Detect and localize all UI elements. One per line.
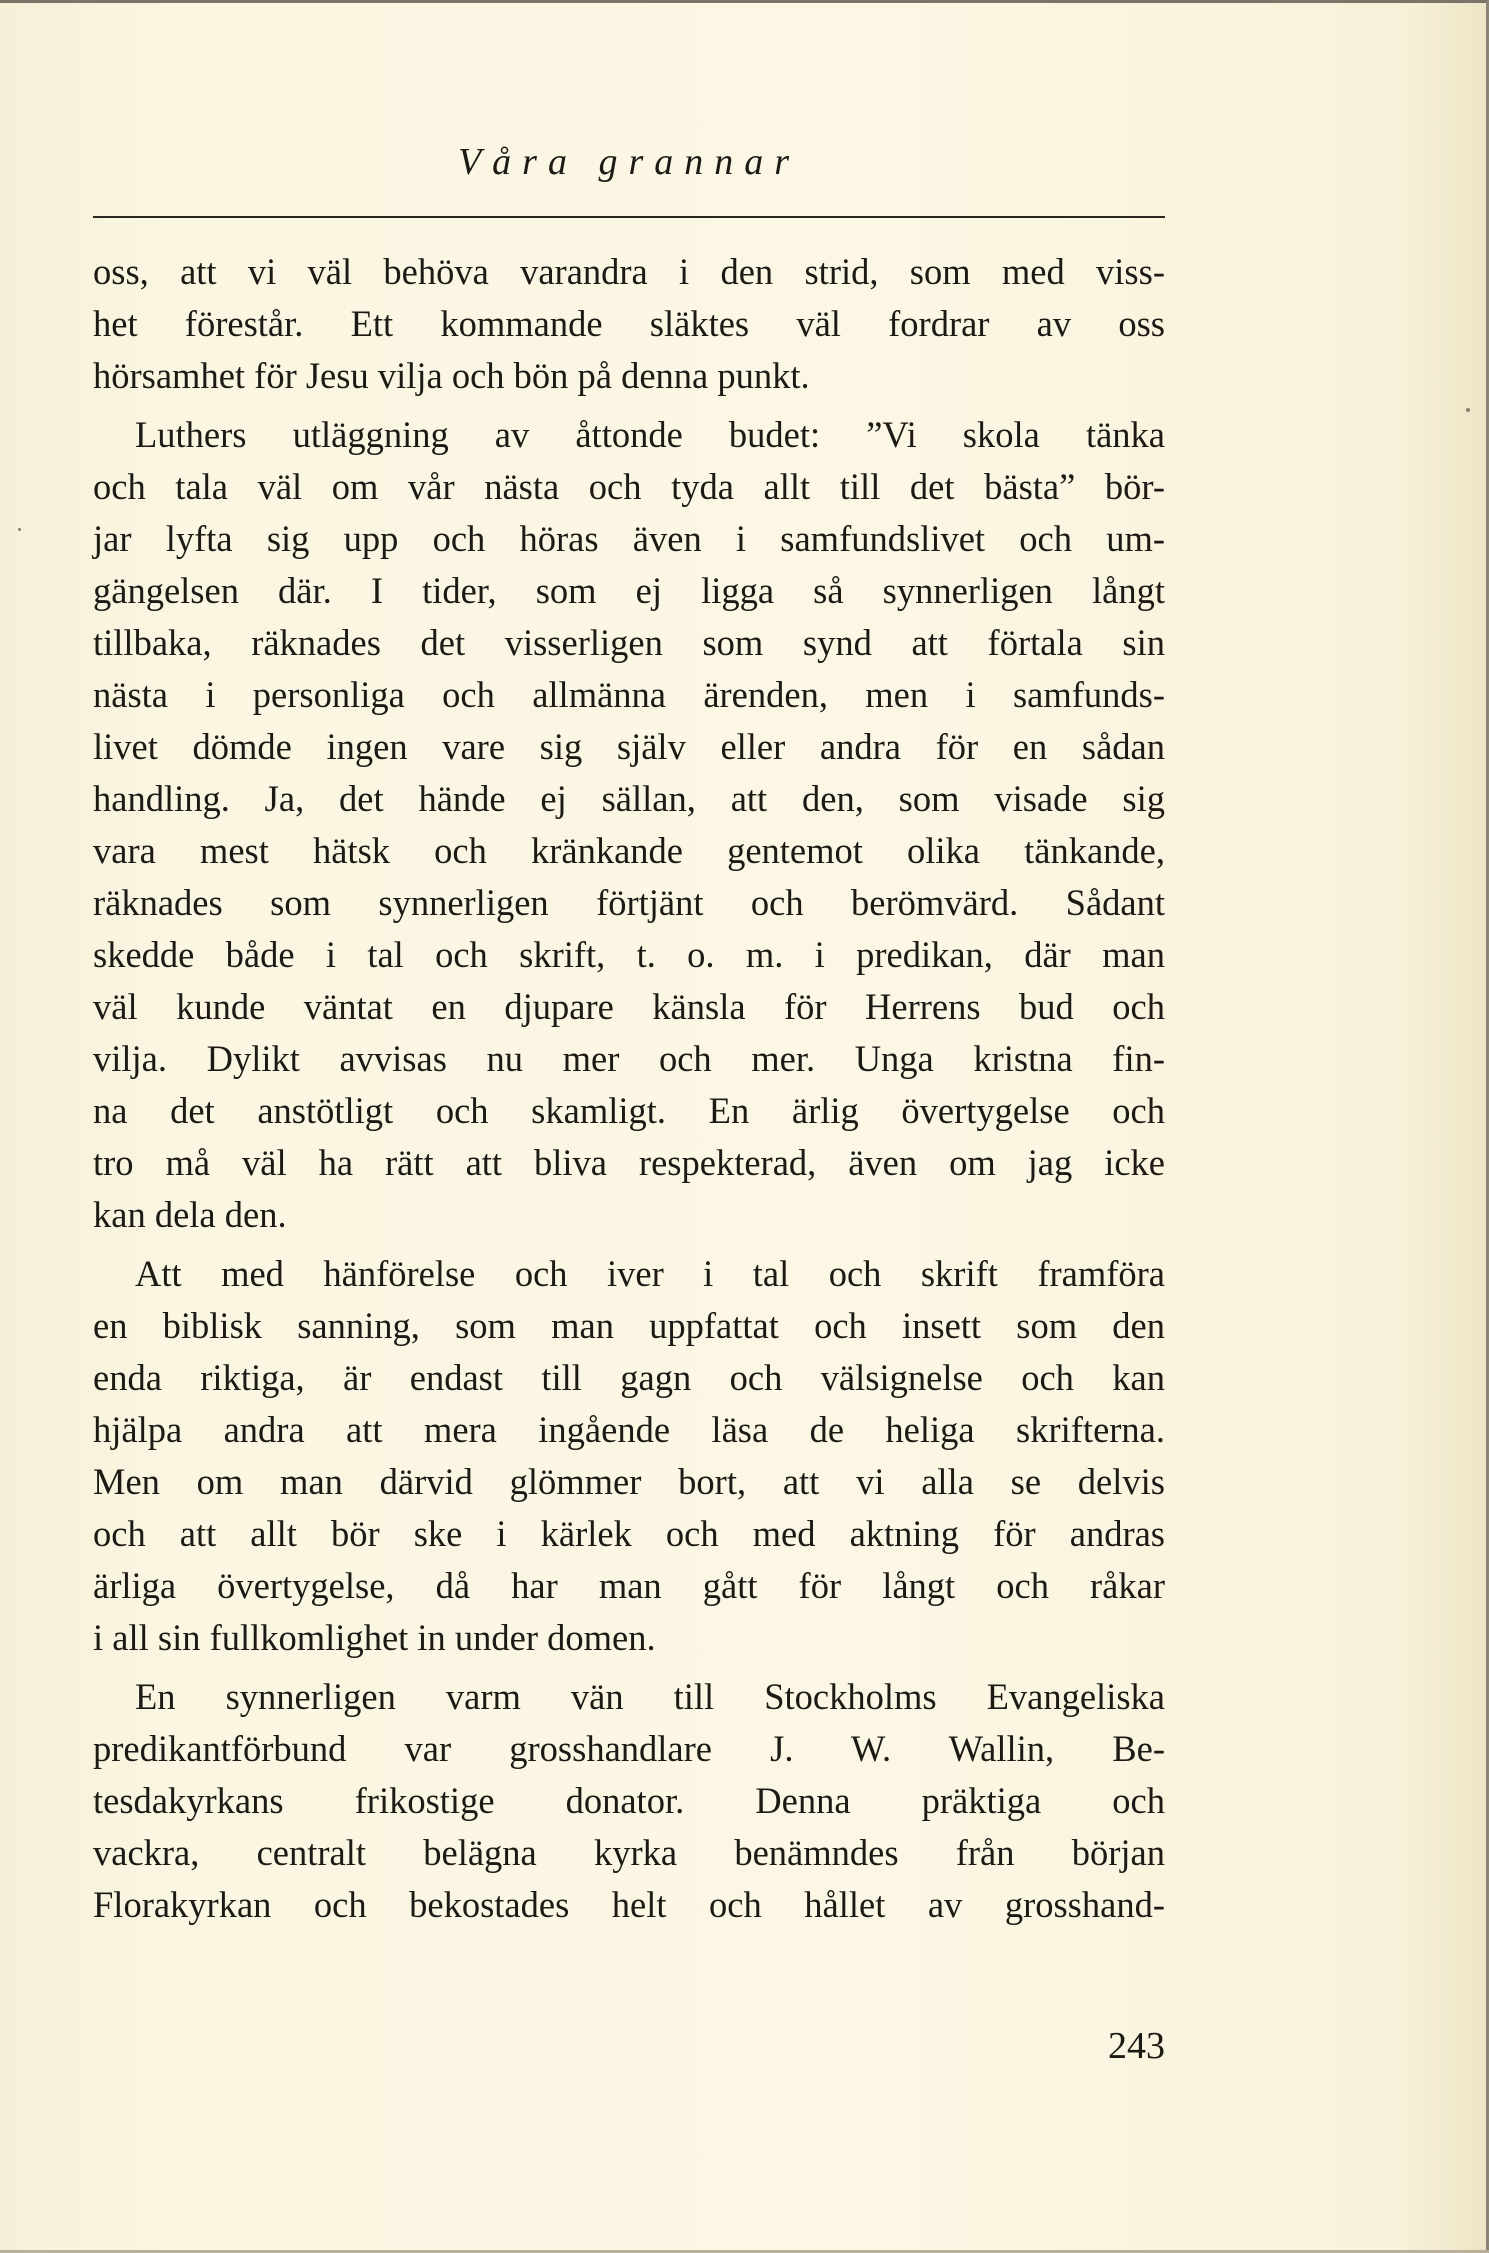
- page-number: 243: [1108, 2025, 1165, 2067]
- text-line: Men om man därvid glömmer bort, att vi alla se delvis: [93, 1461, 1165, 1502]
- text-line: och tala väl om vår nästa och tyda allt till det bästa” bör-: [93, 466, 1165, 507]
- paragraph-2: [93, 409, 1165, 1241]
- text-line: väl kunde väntat en djupare känsla för Herrens bud och: [93, 986, 1165, 1027]
- text-line: na det anstötligt och skamligt. En ärlig övertygelse och: [93, 1090, 1165, 1131]
- text-line: i all sin fullkomlighet in under domen.: [93, 1617, 656, 1658]
- page-top-edge: [0, 0, 1489, 3]
- text-line: Florakyrkan och bekostades helt och hållet av grosshand-: [93, 1884, 1165, 1925]
- text-line: tro må väl ha rätt att bliva respekterad, även om jag icke: [93, 1142, 1165, 1183]
- text-line: enda riktiga, är endast till gagn och välsignelse och kan: [93, 1357, 1165, 1398]
- header-rule: [93, 216, 1165, 218]
- text-line: nästa i personliga och allmänna ärenden, men i samfunds-: [93, 674, 1165, 715]
- paper-speck: [1466, 408, 1470, 412]
- text-line: och att allt bör ske i kärlek och med aktning för andras: [93, 1513, 1165, 1554]
- text-line: kan dela den.: [93, 1194, 287, 1235]
- text-line: gängelsen där. I tider, som ej ligga så synnerligen långt: [93, 570, 1165, 611]
- text-line: predikantförbund var grosshandlare J. W. Wallin, Be-: [93, 1728, 1165, 1769]
- body-text: [93, 246, 1165, 1938]
- text-line: vilja. Dylikt avvisas nu mer och mer. Unga kristna fin-: [93, 1038, 1165, 1079]
- text-line: vara mest hätsk och kränkande gentemot olika tänkande,: [93, 830, 1165, 871]
- text-line: hjälpa andra att mera ingående läsa de heliga skrifterna.: [93, 1409, 1165, 1450]
- text-line: Luthers utläggning av åttonde budet: ”Vi skola tänka: [135, 414, 1165, 455]
- text-line: jar lyfta sig upp och höras även i samfundslivet och um-: [93, 518, 1165, 559]
- text-line: livet dömde ingen vare sig själv eller andra för en sådan: [93, 726, 1165, 767]
- text-line: oss, att vi väl behöva varandra i den strid, som med viss-: [93, 251, 1165, 292]
- paper-speck: [18, 528, 21, 531]
- text-line: ärliga övertygelse, då har man gått för långt och råkar: [93, 1565, 1165, 1606]
- text-line: En synnerligen varm vän till Stockholms Evangeliska: [135, 1676, 1165, 1717]
- paragraph-1: [93, 246, 1165, 402]
- text-line: vackra, centralt belägna kyrka benämndes från början: [93, 1832, 1165, 1873]
- running-head: Våra grannar: [457, 141, 801, 183]
- paragraph-4: [93, 1671, 1165, 1931]
- text-line: hörsamhet för Jesu vilja och bön på denna punkt.: [93, 355, 810, 396]
- text-line: en biblisk sanning, som man uppfattat och insett som den: [93, 1305, 1165, 1346]
- text-line: het förestår. Ett kommande släktes väl fordrar av oss: [93, 303, 1165, 344]
- text-line: tesdakyrkans frikostige donator. Denna präktiga och: [93, 1780, 1165, 1821]
- text-line: räknades som synnerligen förtjänt och berömvärd. Sådant: [93, 882, 1165, 923]
- text-line: tillbaka, räknades det visserligen som synd att förtala sin: [93, 622, 1165, 663]
- text-line: skedde både i tal och skrift, t. o. m. i predikan, där man: [93, 934, 1165, 975]
- text-line: handling. Ja, det hände ej sällan, att den, som visade sig: [93, 778, 1165, 819]
- paragraph-3: [93, 1248, 1165, 1664]
- text-line: Att med hänförelse och iver i tal och skrift framföra: [135, 1253, 1165, 1294]
